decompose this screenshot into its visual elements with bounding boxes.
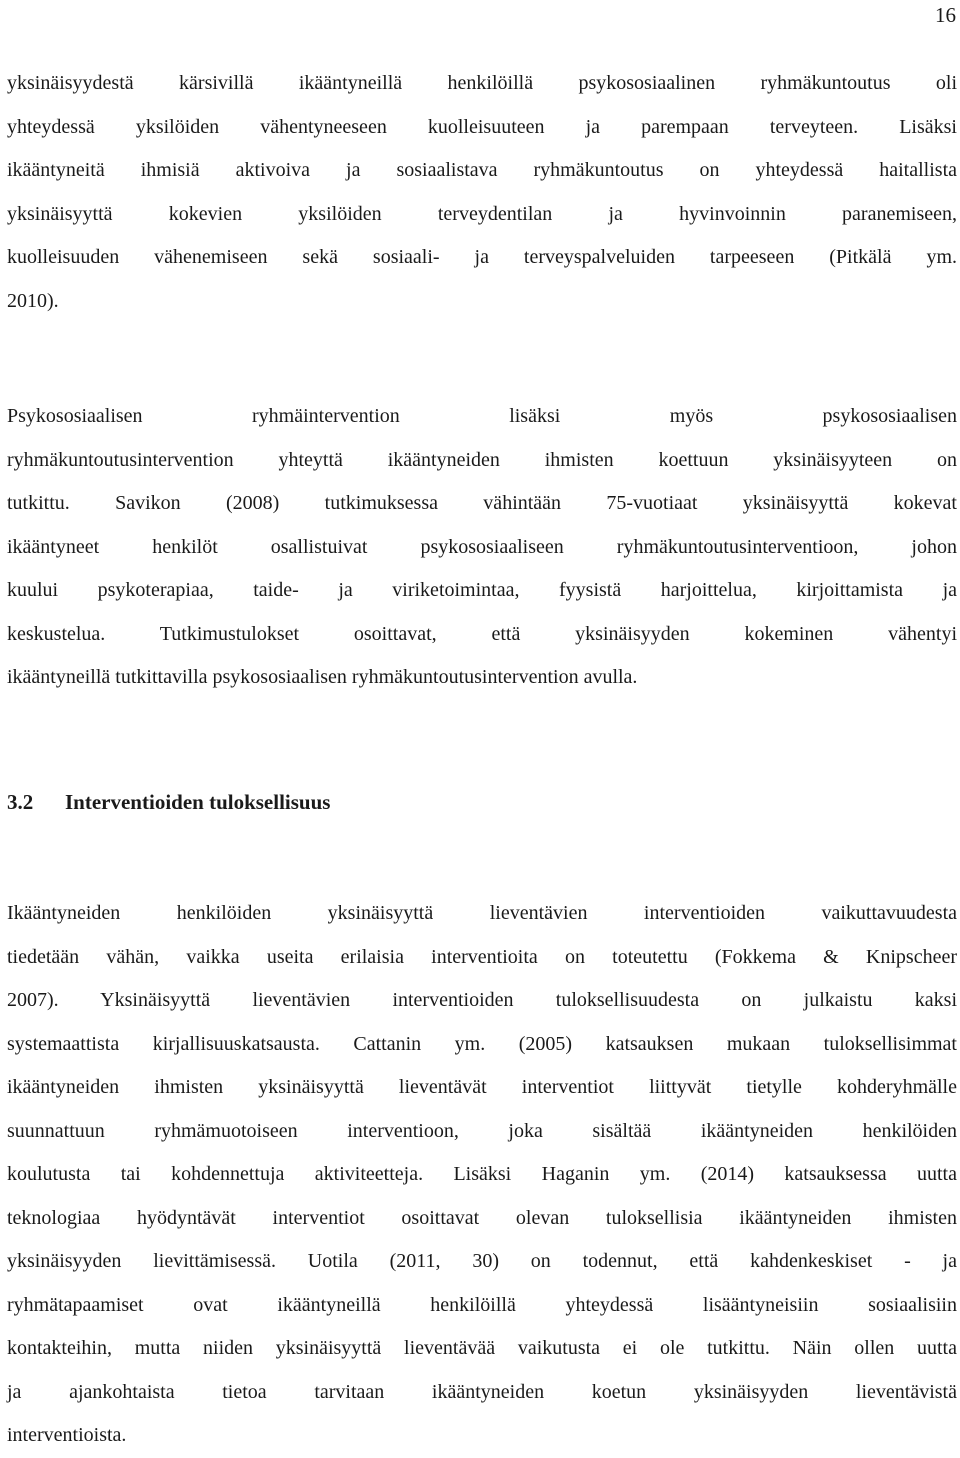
paragraph-line: Psykososiaalisen ryhmäintervention lisäksi myös psykososiaalisen [7,405,957,427]
paragraph-line: kontakteihin, mutta niiden yksinäisyyttä lieventävää vaikutusta ei ole tutkittu. Näin ollen uutta [7,1337,957,1359]
page-number: 16 [935,3,956,27]
paragraph-line: kuolleisuuden vähenemiseen sekä sosiaali- ja terveyspalveluiden tarpeeseen (Pitkälä ym. [7,246,957,268]
paragraph-line: ikääntyneillä tutkittavilla psykososiaalisen ryhmäkuntoutusintervention avulla. [7,666,638,688]
paragraph-line: yhteydessä yksilöiden vähentyneeseen kuolleisuuteen ja parempaan terveyteen. Lisäksi [7,115,957,138]
paragraph-line: keskustelua. Tutkimustulokset osoittavat, että yksinäisyyden kokeminen vähentyi [7,622,957,645]
paragraph-1 [7,62,957,323]
paragraph-line: tutkittu. Savikon (2008) tutkimuksessa vähintään 75-vuotiaat yksinäisyyttä kokevat [7,492,957,514]
section-title: Interventioiden tuloksellisuus [65,790,331,814]
paragraph-line: yksinäisyydestä kärsivillä ikääntyneillä henkilöillä psykososiaalinen ryhmäkuntoutus oli [7,72,957,94]
paragraph-line: yksinäisyyttä kokevien yksilöiden terveydentilan ja hyvinvoinnin paranemiseen, [7,202,957,225]
paragraph-line: ikääntyneiden ihmisten yksinäisyyttä lieventävät interventiot liittyvät tietylle kohderyhmälle [7,1076,957,1098]
paragraph-line: ikääntyneitä ihmisiä aktivoiva ja sosiaalistava ryhmäkuntoutus on yhteydessä haitallista [7,159,957,181]
paragraph-line: teknologiaa hyödyntävät interventiot osoittavat olevan tuloksellisia ikääntyneiden ihmisten [7,1206,957,1229]
paragraph-line: 2007). Yksinäisyyttä lieventävien interventioiden tuloksellisuudesta on julkaistu kaksi [7,989,957,1011]
paragraph-line: systemaattista kirjallisuuskatsausta. Cattanin ym. (2005) katsauksen mukaan tuloksellisimmat [7,1032,957,1055]
paragraph-3 [7,892,957,1458]
paragraph-line: tiedetään vähän, vaikka useita erilaisia interventioita on toteutettu (Fokkema & Knipscheer [7,945,957,968]
paragraph-line: ryhmätapaamiset ovat ikääntyneillä henkilöillä yhteydessä lisääntyneisiin sosiaalisiin [7,1293,957,1316]
paragraph-2 [7,395,957,700]
paragraph-line: 2010). [7,289,59,312]
section-number: 3.2 [7,790,34,814]
paragraph-line: suunnattuun ryhmämuotoiseen interventioon, joka sisältää ikääntyneiden henkilöiden [7,1119,957,1142]
paragraph-line: kuului psykoterapiaa, taide- ja viriketoimintaa, fyysistä harjoittelua, kirjoittamista ja [7,579,957,601]
paragraph-line: Ikääntyneiden henkilöiden yksinäisyyttä lieventävien interventioiden vaikuttavuudesta [7,902,957,924]
paragraph-line: koulutusta tai kohdennettuja aktiviteetteja. Lisäksi Haganin ym. (2014) katsauksessa uutta [7,1163,957,1185]
paragraph-line: interventioista. [7,1424,127,1446]
section-heading [7,786,330,818]
paragraph-line: yksinäisyyden lievittämisessä. Uotila (2011, 30) on todennut, että kahdenkeskiset - ja [7,1250,957,1272]
paragraph-line: ryhmäkuntoutusintervention yhteyttä ikääntyneiden ihmisten koettuun yksinäisyyteen on [7,448,957,471]
paragraph-line: ja ajankohtaista tietoa tarvitaan ikääntyneiden koetun yksinäisyyden lieventävistä [7,1380,957,1403]
paragraph-line: ikääntyneet henkilöt osallistuivat psykososiaaliseen ryhmäkuntoutusinterventioon, johon [7,535,957,558]
